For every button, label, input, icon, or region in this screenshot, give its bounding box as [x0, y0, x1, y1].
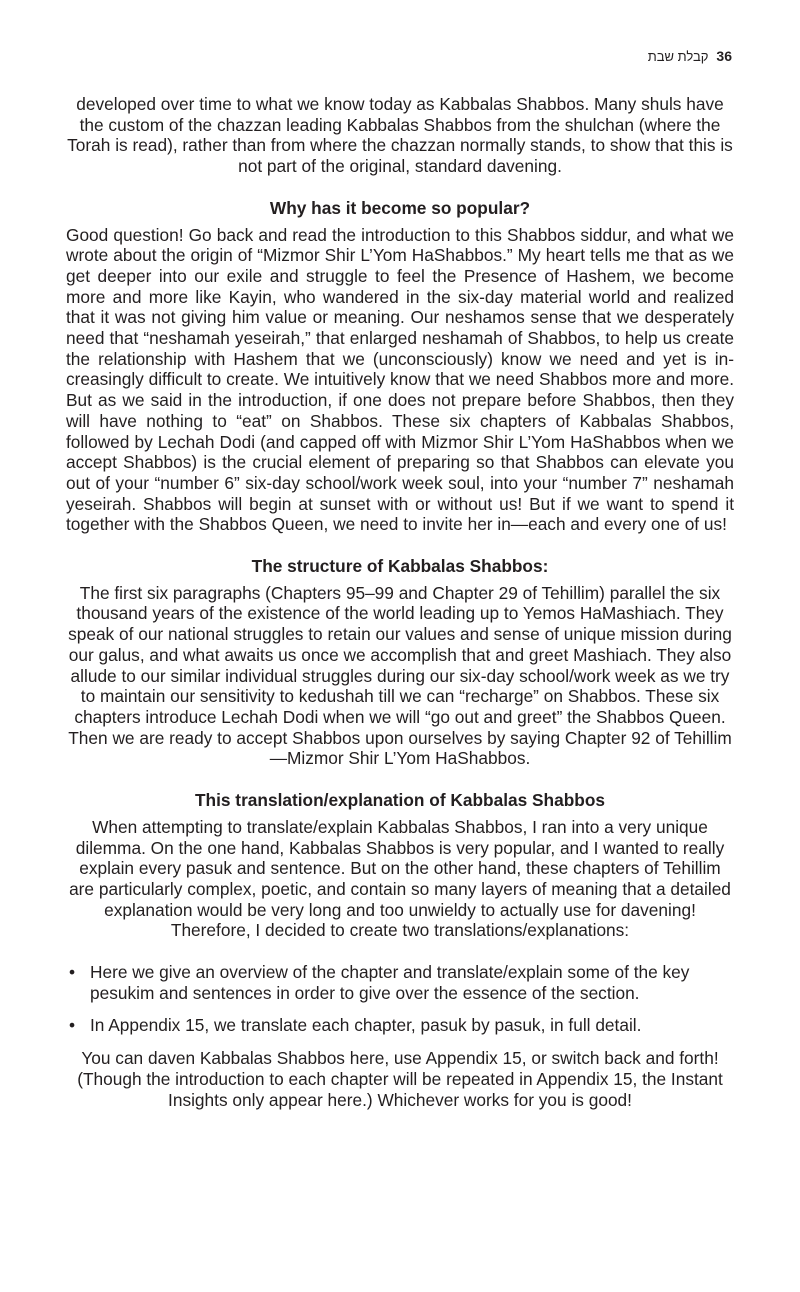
page-body [66, 94, 734, 1110]
running-title: קבלת שבת [647, 49, 709, 64]
section-heading-translation: This translation/explanation of Kabbalas Shabbos [194, 790, 606, 811]
list-item [66, 1015, 734, 1036]
list-item-text: In Appendix 15, we translate each chapter, pasuk by pasuk, in full detail. [90, 1015, 642, 1036]
bullet-icon: • [69, 962, 76, 983]
section-body-translation: When attempting to translate/explain Kabbalas Shabbos, I ran into a very unique dilemma. On the one hand, Kabbalas Shabbos is very popular, and I wanted to really explain every pasuk and sentence. But on the other hand, these chapters of Tehillim are particularly complex, poetic, and contain so many layers of meaning that a detailed explanation would be very long and too unwieldy to actually use for davening! Therefore, I decided to create two translations/explanations: [69, 816, 731, 941]
page-number: 36 [716, 48, 732, 64]
section-heading-structure: The structure of Kabbalas Shabbos: [251, 556, 549, 577]
closing-paragraph: You can daven Kabbalas Shabbos here, use Appendix 15, or switch back and forth! (Though the introduction to each chapter will be repeated in Appendix 15, the Instant Insights only appear here.) Whichever works for you is good! [77, 1048, 723, 1110]
list-item [66, 962, 734, 1003]
bullet-icon: • [69, 1015, 76, 1036]
bullet-list [66, 962, 734, 1036]
section-heading-popular: Why has it become so popular? [269, 197, 531, 218]
intro-paragraph: developed over time to what we know today as Kabbalas Shabbos. Many shuls have the custom of the chazzan leading Kabbalas Shabbos from the shulchan (where the Torah is read), rather than from where the chazzan normally stands, to show that this is not part of the original, standard davening. [67, 94, 733, 177]
section-body-structure: The first six paragraphs (Chapters 95–99 and Chapter 29 of Tehillim) parallel the six thousand years of the existence of the world leading up to Yemos HaMashiach. They speak of our national struggles to retain our values and sense of unique mission during our galus, and what awaits us once we accomplish that and greet Mashiach. They also allude to our similar individual struggles during our six-day school/work week as we try to maintain our sensitivity to kedushah till we can “recharge” on Shabbos. These six chapters introduce Lechah Dodi when we will “go out and greet” the Shabbos Queen. Then we are ready to accept Shabbos upon ourselves by saying Chapter 92 of Tehillim—Mizmor Shir L’Yom HaShabbos. [68, 582, 732, 769]
list-item-text: Here we give an overview of the chapter and translate/explain some of the key pesukim and sentences in order to give over the essence of the section. [90, 962, 690, 1003]
section-body-popular: Good question! Go back and read the introduction to this Shabbos siddur, and what we wrote about the origin of “Mizmor Shir L’Yom HaShabbos.” My heart tells me that as we get deeper into our exile and struggle to feel the Presence of Hashem, we become more and more like Kayin, who wandered in the six-day material world and realized that it was not giving him value or meaning. Our neshamos sense that we desperately need that “neshamah yeseirah,” that enlarged neshamah of Shabbos, to help us create the relationship with Hashem that we (unconsciously) know we need and yet is increasingly difficult to create. We intuitively know that we need Shabbos more and more. But as we said in the introduction, if one does not prepare before Shabbos, then they will have nothing to “eat” on Shabbos. These six chapters of Kabbalas Shabbos, followed by Lechah Dodi (and capped off with Mizmor Shir L’Yom HaShabbos when we accept Shabbos) is the crucial element of preparing so that Shabbos can elevate you out of your “number 6” six-day school/work week soul, into your “number 7” neshamah yeseirah. Shabbos will begin at sunset with or without us! But if we want to spend it together with the Shabbos Queen, we need to invite her in—each and every one of us! [66, 224, 734, 535]
running-header [648, 48, 732, 64]
